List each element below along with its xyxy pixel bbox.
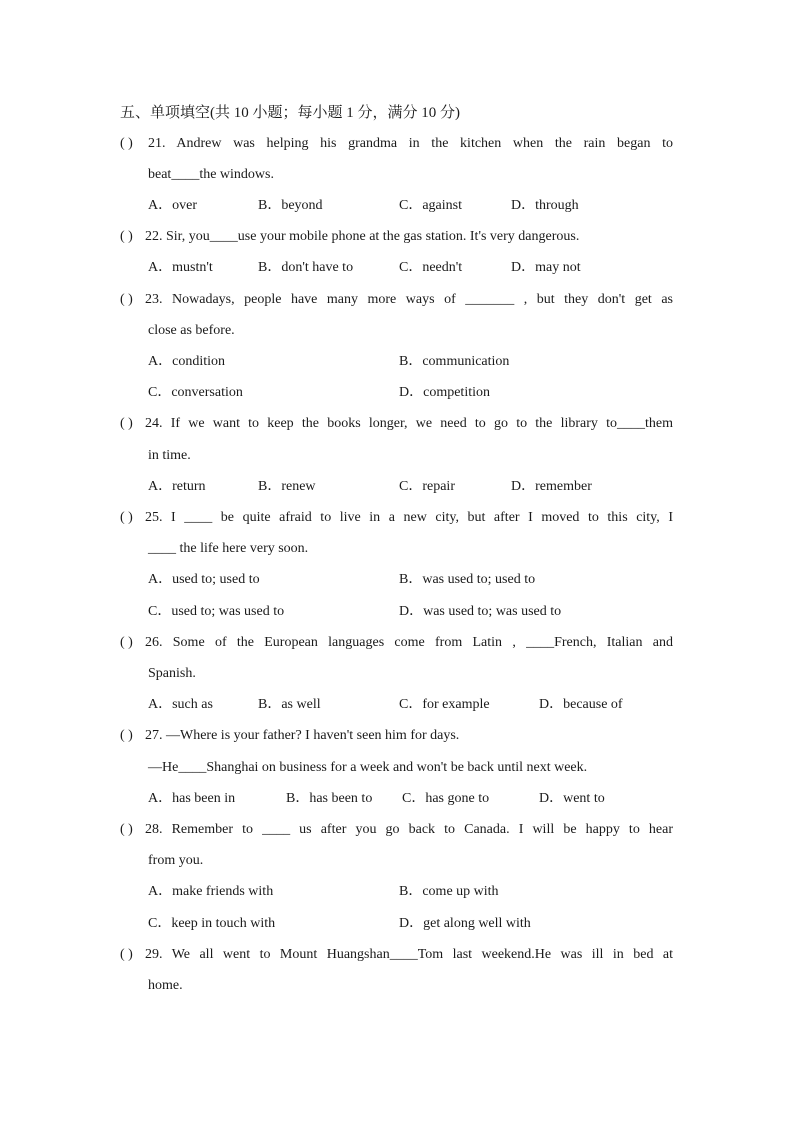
option-a: A．make friends with <box>148 884 274 899</box>
option-b: B．don't have to <box>258 260 354 275</box>
option-b: B．was used to; used to <box>399 572 536 587</box>
answer-blank: ( ) <box>120 229 133 244</box>
option-c: C．conversation <box>148 385 243 400</box>
option-b: B．come up with <box>399 884 499 899</box>
answer-blank: ( ) <box>120 136 133 151</box>
option-d: D．went to <box>539 791 605 806</box>
question-23-line-1: 23. Nowadays, people have many more ways of _______ , but they don't get as <box>145 292 673 307</box>
option-b: B．renew <box>258 479 316 494</box>
question-21-line-1: 21. Andrew was helping his grandma in the kitchen when the rain began to <box>148 136 673 151</box>
option-a: A．has been in <box>148 791 236 806</box>
option-d: D．competition <box>399 385 490 400</box>
section-title: 五、单项填空(共 10 小题；每小题 1 分，满分 10 分) <box>120 105 460 121</box>
option-c: C．keep in touch with <box>148 916 276 931</box>
question-24-line-1: 24. If we want to keep the books longer, we need to go to the library to____them <box>145 416 673 431</box>
option-d: D．through <box>511 198 579 213</box>
question-27-line-2: —He____Shanghai on business for a week and won't be back until next week. <box>148 760 588 775</box>
question-29-line-1: 29. We all went to Mount Huangshan____Tom last weekend.He was ill in bed at <box>145 947 673 962</box>
option-a: A．such as <box>148 697 213 712</box>
question-28-line-2: from you. <box>148 853 204 868</box>
option-c: C．has gone to <box>402 791 490 806</box>
option-a: A．condition <box>148 354 225 369</box>
question-26-line-2: Spanish. <box>148 666 196 681</box>
question-25-line-1: 25. I ____ be quite afraid to live in a new city, but after I moved to this city, I <box>145 510 673 525</box>
option-d: D．may not <box>511 260 581 275</box>
question-22-line-1: 22. Sir, you____use your mobile phone at the gas station. It's very dangerous. <box>145 229 580 244</box>
option-d: D．remember <box>511 479 592 494</box>
option-c: C．against <box>399 198 462 213</box>
answer-blank: ( ) <box>120 416 133 431</box>
option-c: C．needn't <box>399 260 463 275</box>
option-d: D．get along well with <box>399 916 531 931</box>
option-c: C．for example <box>399 697 490 712</box>
option-b: B．beyond <box>258 198 323 213</box>
option-b: B．communication <box>399 354 510 369</box>
option-d: D．was used to; was used to <box>399 604 562 619</box>
question-25-line-2: ____ the life here very soon. <box>148 541 309 556</box>
answer-blank: ( ) <box>120 822 133 837</box>
question-29-line-2: home. <box>148 978 183 993</box>
option-a: A．used to; used to <box>148 572 260 587</box>
option-a: A．over <box>148 198 197 213</box>
answer-blank: ( ) <box>120 635 133 650</box>
question-21-line-2: beat____the windows. <box>148 167 274 182</box>
option-a: A．mustn't <box>148 260 213 275</box>
option-c: C．repair <box>399 479 455 494</box>
option-b: B．has been to <box>286 791 373 806</box>
question-23-line-2: close as before. <box>148 323 235 338</box>
answer-blank: ( ) <box>120 947 133 962</box>
option-a: A．return <box>148 479 206 494</box>
option-c: C．used to; was used to <box>148 604 285 619</box>
answer-blank: ( ) <box>120 728 133 743</box>
answer-blank: ( ) <box>120 292 133 307</box>
question-28-line-1: 28. Remember to ____ us after you go back to Canada. I will be happy to hear <box>145 822 673 837</box>
option-d: D．because of <box>539 697 623 712</box>
question-27-line-1: 27. —Where is your father? I haven't seen him for days. <box>145 728 460 743</box>
option-b: B．as well <box>258 697 321 712</box>
question-24-line-2: in time. <box>148 448 191 463</box>
question-26-line-1: 26. Some of the European languages come from Latin , ____French, Italian and <box>145 635 673 650</box>
answer-blank: ( ) <box>120 510 133 525</box>
